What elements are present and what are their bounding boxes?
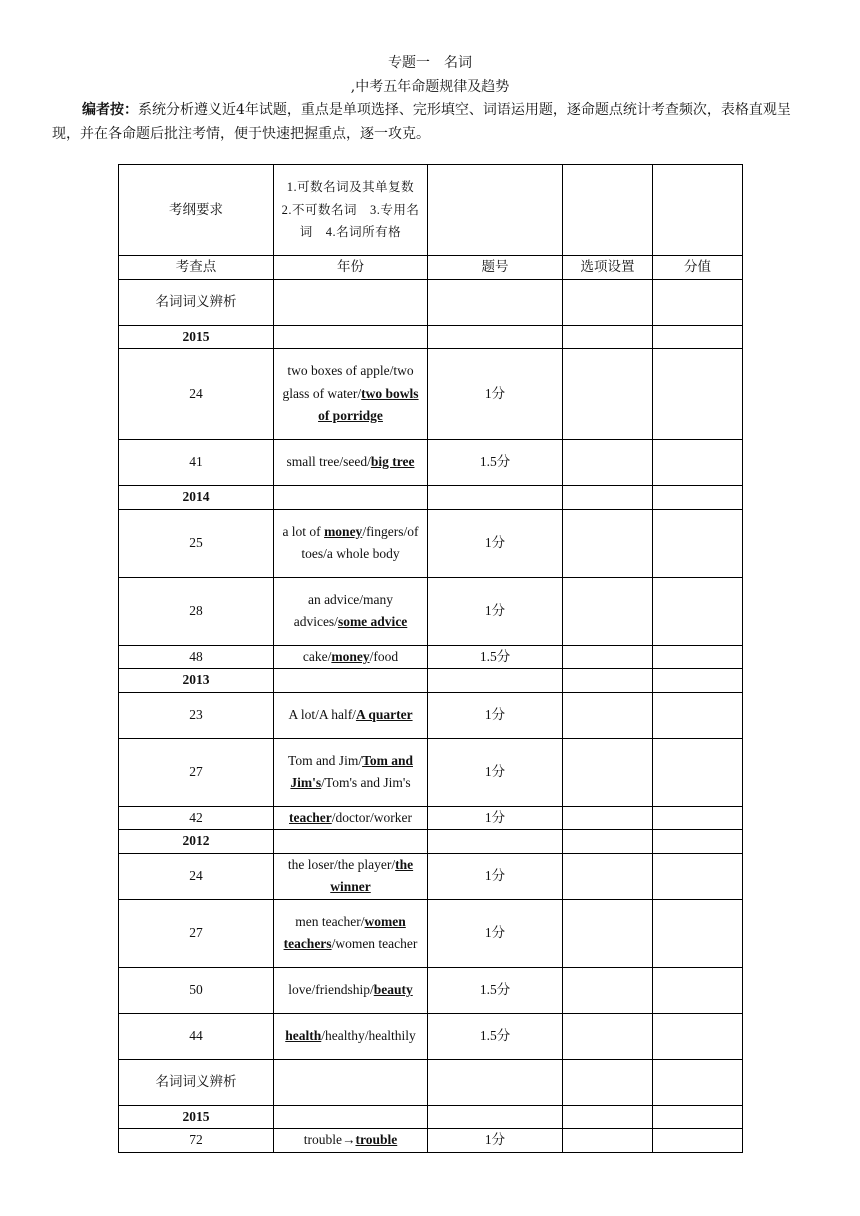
option-text: men teacher/ [295,913,365,929]
table-row [119,577,743,645]
empty-cell [274,325,428,349]
option-text: small tree/seed/ [286,454,371,470]
table-row [119,645,743,669]
answer-text: big tree [370,454,415,470]
option-text: a lot of [282,523,325,539]
empty-cell [274,669,428,693]
empty-cell [563,325,653,349]
empty-cell [563,1129,653,1153]
empty-cell [563,692,653,738]
empty-cell [563,806,653,830]
empty-cell [563,967,653,1013]
empty-cell [428,830,563,854]
empty-cell [653,692,743,738]
options-cell [274,1129,428,1153]
options-cell [274,440,428,486]
option-text: /healthy/healthily [321,1027,416,1043]
empty-cell [653,806,743,830]
empty-cell [274,830,428,854]
empty-cell [274,486,428,510]
year-cell: 2012 [119,830,274,854]
exam-analysis-table [118,164,743,1153]
category-row [119,1059,743,1105]
editor-note-text: 系统分析遵义近4年试题，重点是单项选择、完形填空、词语运用题，逐命题点统计考查频次，表格直观呈现，并在各命题后批注考情，便于快速把握重点，逐一攻克。 [52,102,791,142]
col-header-point: 考查点 [119,256,274,280]
score-cell: 1分 [428,1129,563,1153]
answer-text: two bowls of porridge [318,385,419,424]
table-row [119,738,743,806]
empty-cell [428,669,563,693]
empty-cell [653,486,743,510]
options-cell [274,1013,428,1059]
empty-cell [428,1105,563,1129]
options-cell [274,738,428,806]
answer-text: women teachers [283,913,406,951]
year-cell: 2013 [119,669,274,693]
options-cell [274,509,428,577]
option-text: trouble→ [303,1132,356,1147]
question-number-cell: 25 [119,509,274,577]
empty-cell [563,509,653,577]
options-cell [274,899,428,967]
table-row [119,899,743,967]
score-cell: 1分 [428,577,563,645]
empty-cell [563,738,653,806]
options-cell [274,645,428,669]
editor-note-label: 编者按： [82,102,138,118]
question-number-cell: 41 [119,440,274,486]
empty-cell [428,1059,563,1105]
question-number-cell: 50 [119,967,274,1013]
option-text: A lot/A half/ [288,706,356,722]
empty-cell [428,325,563,349]
score-cell: 1.5分 [428,645,563,669]
requirement-label: 考纲要求 [119,165,274,256]
empty-cell [563,440,653,486]
empty-cell [563,486,653,510]
col-header-year: 年份 [274,256,428,280]
question-number-cell: 48 [119,645,274,669]
options-cell [274,806,428,830]
table-row [119,853,743,899]
category-cell: 名词词义辨析 [119,1059,274,1105]
empty-cell [563,830,653,854]
empty-cell [653,830,743,854]
answer-text: some advice [337,614,408,629]
empty-cell [563,1013,653,1059]
answer-text: A quarter [355,706,413,722]
question-number-cell: 23 [119,692,274,738]
score-cell: 1分 [428,509,563,577]
empty-cell [653,1129,743,1153]
empty-cell [274,1105,428,1129]
options-cell [274,853,428,899]
table-row [119,806,743,830]
question-number-cell: 27 [119,738,274,806]
empty-cell [653,165,743,256]
table-row [119,1013,743,1059]
empty-cell [563,1105,653,1129]
question-number-cell: 27 [119,899,274,967]
score-cell: 1.5分 [428,1013,563,1059]
empty-cell [563,349,653,440]
answer-text: beauty [373,981,413,997]
empty-cell [653,738,743,806]
score-cell: 1.5分 [428,967,563,1013]
empty-cell [653,577,743,645]
requirement-row [119,165,743,256]
category-row [119,279,743,325]
year-row [119,669,743,693]
empty-cell [428,165,563,256]
col-header-score: 分值 [653,256,743,280]
empty-cell [653,899,743,967]
answer-text: money [324,523,363,539]
option-text: /Tom's and Jim's [321,775,411,790]
empty-cell [274,279,428,325]
option-text: cake/ [302,648,332,664]
col-header-options: 选项设置 [563,256,653,280]
empty-cell [563,165,653,256]
score-cell: 1分 [428,899,563,967]
requirement-value: 1.可数名词及其单复数 2.不可数名词 3.专用名词 4.名词所有格 [274,165,428,256]
year-cell: 2015 [119,325,274,349]
category-cell: 名词词义辨析 [119,279,274,325]
option-text: /fingers/of toes/a whole body [301,523,419,561]
page-title: 专题一 名词 [388,55,472,71]
option-text: /food [369,648,399,664]
options-cell [274,967,428,1013]
col-header-question: 题号 [428,256,563,280]
year-row [119,325,743,349]
question-number-cell: 24 [119,853,274,899]
empty-cell [653,1105,743,1129]
year-cell: 2015 [119,1105,274,1129]
option-text: an advice/many advices/ [293,591,394,629]
score-cell: 1分 [428,738,563,806]
year-row [119,486,743,510]
option-text: /women teacher [331,936,418,951]
empty-cell [563,669,653,693]
question-number-cell: 24 [119,349,274,440]
option-text: two boxes of apple/two glass of water/ [282,363,414,401]
empty-cell [563,645,653,669]
empty-cell [563,853,653,899]
empty-cell [428,279,563,325]
options-cell [274,577,428,645]
option-text: /doctor/worker [331,809,412,825]
score-cell: 1分 [428,692,563,738]
empty-cell [653,349,743,440]
empty-cell [653,967,743,1013]
year-row [119,830,743,854]
editor-note [52,98,808,146]
table-row [119,509,743,577]
options-cell [274,692,428,738]
question-number-cell: 28 [119,577,274,645]
table-row [119,967,743,1013]
option-text: love/friendship/ [288,981,374,997]
question-number-cell: 72 [119,1129,274,1153]
score-cell: 1分 [428,853,563,899]
empty-cell [274,1059,428,1105]
empty-cell [563,899,653,967]
score-cell: 1分 [428,806,563,830]
option-text: the loser/the player/ [287,856,396,872]
empty-cell [653,279,743,325]
question-number-cell: 44 [119,1013,274,1059]
score-cell: 1分 [428,349,563,440]
empty-cell [653,645,743,669]
table-row [119,349,743,440]
empty-cell [653,509,743,577]
table-row [119,692,743,738]
answer-text: trouble [355,1132,398,1147]
page-subtitle: ,中考五年命题规律及趋势 [350,79,510,95]
empty-cell [653,1059,743,1105]
answer-text: money [331,648,370,664]
empty-cell [563,279,653,325]
answer-text: Tom and Jim's [290,752,413,790]
empty-cell [653,440,743,486]
empty-cell [563,1059,653,1105]
answer-text: health [285,1027,322,1043]
year-row [119,1105,743,1129]
answer-text: the winner [330,856,414,894]
year-cell: 2014 [119,486,274,510]
options-cell [274,349,428,440]
empty-cell [428,486,563,510]
table-row [119,1129,743,1153]
option-text: Tom and Jim/ [288,752,363,768]
answer-text: teacher [289,809,332,825]
table-body [119,165,743,1153]
empty-cell [653,853,743,899]
question-number-cell: 42 [119,806,274,830]
empty-cell [653,325,743,349]
column-header-row [119,256,743,280]
table-row [119,440,743,486]
empty-cell [653,669,743,693]
empty-cell [563,577,653,645]
score-cell: 1.5分 [428,440,563,486]
empty-cell [653,1013,743,1059]
